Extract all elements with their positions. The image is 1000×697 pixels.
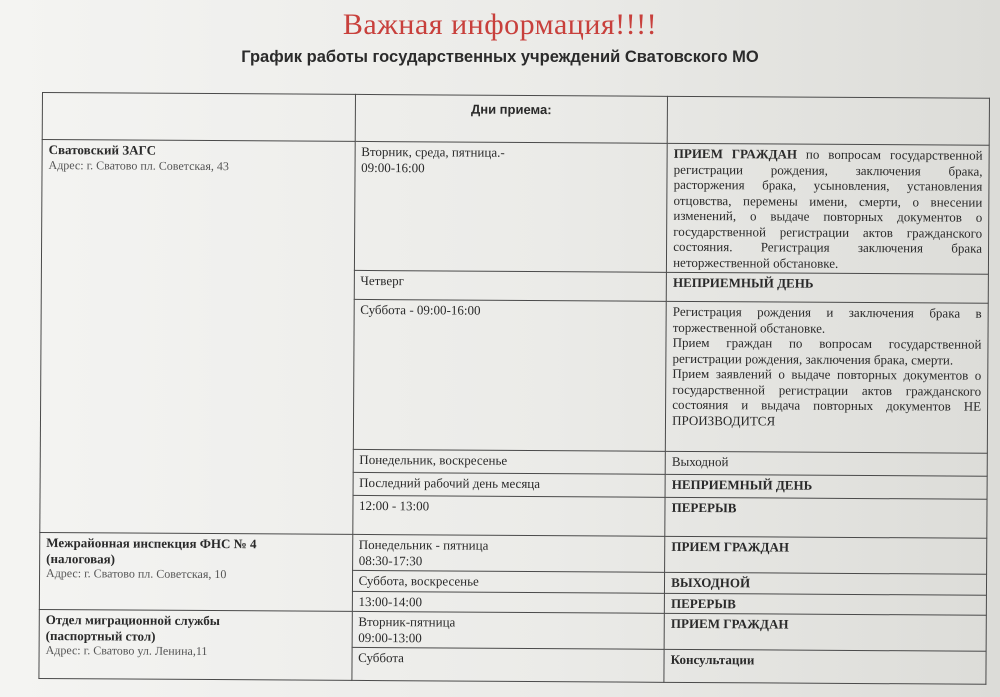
org-name-sub: (налоговая) [46, 550, 116, 566]
days-cell: Понедельник, воскресенье [353, 449, 666, 474]
info-text: Прием граждан по вопросам государственной регистрации рождения, заключения брака, смерти. [672, 334, 982, 368]
info-cell: ПРИЕМ ГРАЖДАН [664, 613, 986, 651]
info-cell: ВЫХОДНОЙ [665, 572, 987, 594]
days-cell: 12:00 - 13:00 [352, 495, 665, 536]
org-address: Адрес: г. Сватово пл. Советская, 10 [46, 566, 227, 582]
schedule-table [38, 92, 990, 685]
days-text: Вторник, среда, пятница.- [361, 143, 505, 160]
org-name: Сватовский ЗАГС [48, 142, 157, 158]
info-text: Прием заявлений о выдаче повторных документов о государственной регистрации актов гражданского состояния и выдача повторных документов НЕ ПРОИЗВОДИТСЯ [672, 365, 982, 428]
days-cell: Суббота [351, 647, 664, 682]
days-cell: Суббота, воскресенье [352, 570, 665, 592]
table-row [39, 609, 986, 651]
page-subtitle: График работы государственных учреждений Сватовского МО [241, 48, 759, 66]
info-cell: НЕПРИЕМНЫЙ ДЕНЬ [666, 272, 988, 303]
hours-text: 09:00-13:00 [358, 629, 422, 645]
org-cell-migration [39, 609, 352, 680]
org-cell-zags [40, 140, 355, 535]
info-cell: ПРИЕМ ГРАЖДАН [665, 536, 987, 574]
info-cell: ПЕРЕРЫВ [665, 497, 987, 538]
header-empty-cell [667, 96, 989, 145]
days-text: Понедельник - пятница [358, 536, 489, 553]
days-cell [354, 141, 667, 272]
info-cell: Выходной [665, 451, 987, 476]
table-row [41, 140, 989, 275]
info-cell [665, 301, 988, 453]
info-text: Регистрация рождения и заключения брака в торжественной обстановке. [672, 303, 982, 336]
org-address: Адрес: г. Сватово пл. Советская, 43 [48, 157, 229, 173]
days-text: Вторник-пятница [358, 613, 456, 630]
page-title: Важная информация!!!! [342, 8, 658, 41]
org-name-sub: (паспортный стол) [45, 627, 156, 644]
days-cell: Четверг [354, 270, 667, 301]
info-cell [667, 143, 990, 274]
info-cell: ПЕРЕРЫВ [664, 593, 986, 615]
hours-text: 08:30-17:30 [358, 552, 423, 568]
days-cell [352, 611, 665, 649]
table-row [40, 532, 987, 574]
header-days: Дни приема: [355, 94, 668, 143]
org-cell-fns [39, 532, 352, 611]
org-name: Отдел миграционной службы [45, 612, 221, 629]
info-text: по вопросам государственной регистрации рождения, заключения брака, расторжения брака, усыновления, установления отцовства, перемены имени, смерти, о внесении изменений, о выдаче повторных документов о государственной регистрации актов гражданского состояния. Регистрация заключения брака неторжественной обстановке. [673, 146, 983, 271]
days-cell: 13:00-14:00 [352, 591, 665, 613]
days-cell [352, 534, 665, 572]
org-name: Межрайонная инспекция ФНС № 4 [46, 535, 257, 552]
days-cell: Суббота - 09:00-16:00 [353, 299, 666, 451]
days-cell: Последний рабочий день месяца [353, 472, 666, 497]
table-header-row [42, 93, 989, 146]
info-cell: Консультации [664, 649, 986, 684]
org-address: Адрес: г. Сватово ул. Ленина,11 [45, 643, 208, 659]
info-cell: НЕПРИЕМНЫЙ ДЕНЬ [665, 474, 987, 499]
hours-text: 09:00-16:00 [361, 159, 425, 175]
info-bold: ПРИЕМ ГРАЖДАН [673, 145, 798, 162]
header-empty-cell [42, 93, 355, 142]
